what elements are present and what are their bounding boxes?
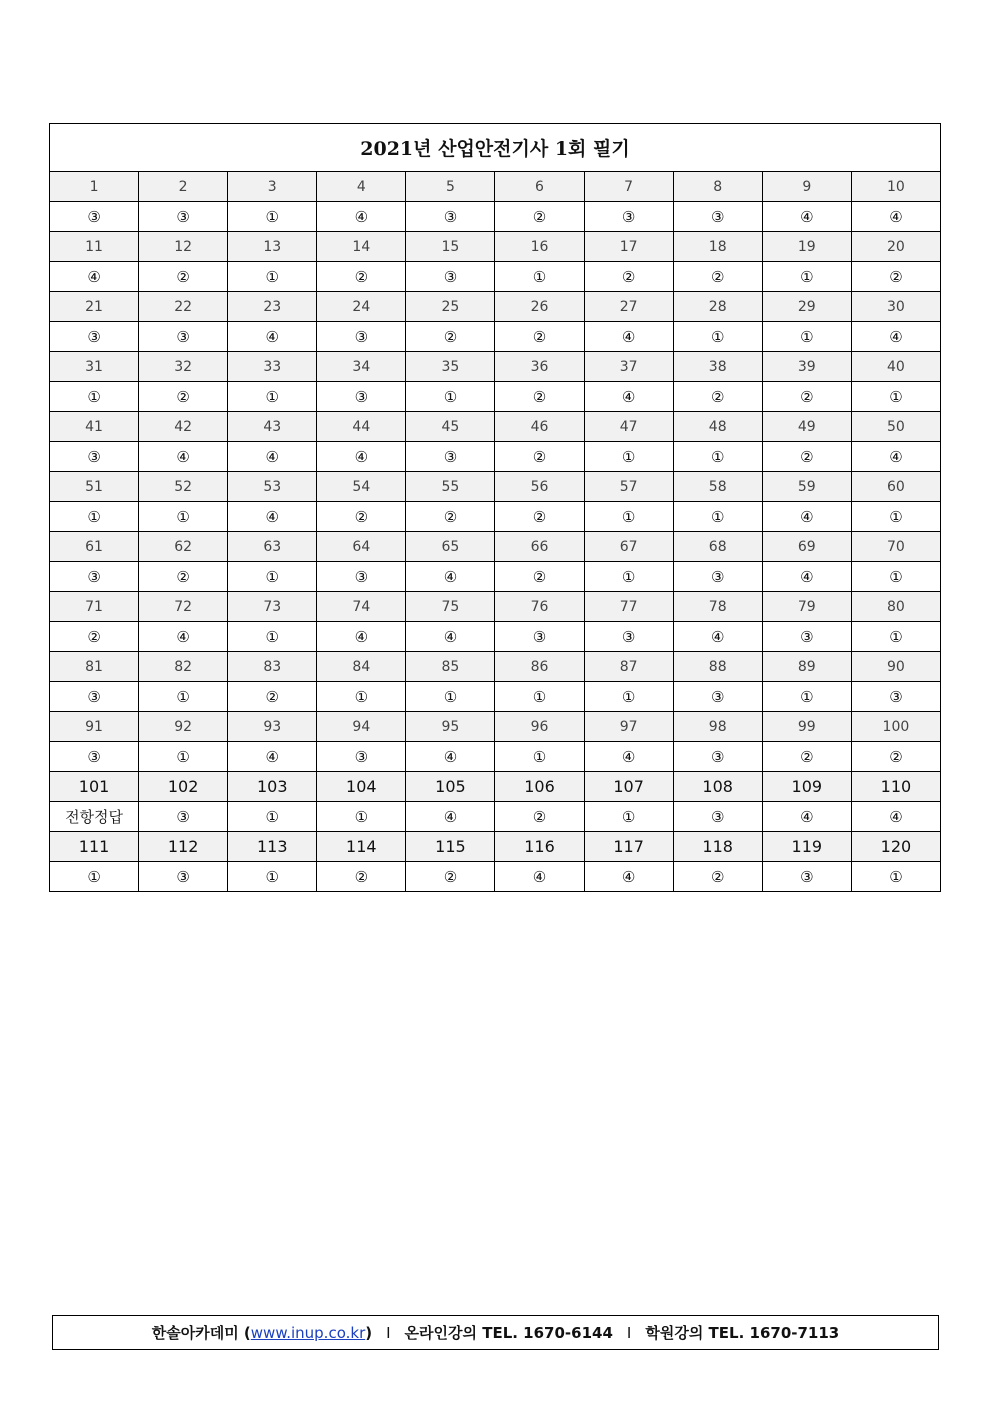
answer-cell: ① xyxy=(584,682,673,712)
question-number: 95 xyxy=(406,712,495,742)
question-number: 85 xyxy=(406,652,495,682)
question-number: 100 xyxy=(851,712,940,742)
question-number: 90 xyxy=(851,652,940,682)
question-number-row xyxy=(50,592,941,622)
answer-cell: ② xyxy=(495,562,584,592)
answer-cell: ② xyxy=(317,262,406,292)
answer-cell: ① xyxy=(228,562,317,592)
answer-cell: ① xyxy=(495,682,584,712)
answer-cell: ③ xyxy=(50,322,139,352)
answer-cell: ④ xyxy=(584,322,673,352)
question-number: 2 xyxy=(139,172,228,202)
answer-cell: ① xyxy=(228,802,317,832)
question-number: 76 xyxy=(495,592,584,622)
question-number: 63 xyxy=(228,532,317,562)
answer-cell: ① xyxy=(762,262,851,292)
question-number: 1 xyxy=(50,172,139,202)
question-number: 11 xyxy=(50,232,139,262)
answer-cell: ④ xyxy=(317,442,406,472)
question-number: 72 xyxy=(139,592,228,622)
question-number-row xyxy=(50,532,941,562)
answer-cell: ④ xyxy=(762,502,851,532)
answer-row xyxy=(50,502,941,532)
footer-separator: I xyxy=(386,1323,391,1342)
answer-row xyxy=(50,562,941,592)
answer-cell: ③ xyxy=(50,442,139,472)
answer-cell: ④ xyxy=(139,622,228,652)
question-number: 65 xyxy=(406,532,495,562)
answer-cell: ④ xyxy=(406,562,495,592)
answer-cell: ③ xyxy=(50,562,139,592)
question-number: 24 xyxy=(317,292,406,322)
answer-cell: ④ xyxy=(495,862,584,892)
question-number: 36 xyxy=(495,352,584,382)
answer-cell: ① xyxy=(139,502,228,532)
answer-cell: ④ xyxy=(228,322,317,352)
answer-cell: ② xyxy=(762,442,851,472)
question-number: 26 xyxy=(495,292,584,322)
question-number: 47 xyxy=(584,412,673,442)
answer-cell: ④ xyxy=(851,442,940,472)
question-number: 112 xyxy=(139,832,228,862)
answer-cell: ④ xyxy=(851,802,940,832)
answer-row xyxy=(50,202,941,232)
answer-cell: ① xyxy=(50,382,139,412)
question-number: 86 xyxy=(495,652,584,682)
answer-cell: ① xyxy=(228,382,317,412)
answer-cell: ③ xyxy=(762,622,851,652)
question-number: 67 xyxy=(584,532,673,562)
question-number: 84 xyxy=(317,652,406,682)
answer-cell: ① xyxy=(495,742,584,772)
answer-cell: ① xyxy=(139,682,228,712)
question-number: 109 xyxy=(762,772,851,802)
answer-cell: ② xyxy=(139,562,228,592)
question-number: 30 xyxy=(851,292,940,322)
answer-cell: ② xyxy=(762,382,851,412)
question-number: 46 xyxy=(495,412,584,442)
answer-row xyxy=(50,262,941,292)
question-number: 27 xyxy=(584,292,673,322)
question-number: 73 xyxy=(228,592,317,622)
question-number: 119 xyxy=(762,832,851,862)
answer-cell: ④ xyxy=(762,562,851,592)
answer-cell: ① xyxy=(228,262,317,292)
question-number: 96 xyxy=(495,712,584,742)
answer-body xyxy=(50,172,941,892)
answer-cell: ④ xyxy=(406,742,495,772)
question-number: 74 xyxy=(317,592,406,622)
answer-cell: ① xyxy=(228,202,317,232)
question-number-row xyxy=(50,472,941,502)
question-number: 114 xyxy=(317,832,406,862)
answer-cell: ① xyxy=(851,382,940,412)
answer-cell: ③ xyxy=(406,262,495,292)
answer-cell: ③ xyxy=(50,742,139,772)
question-number: 68 xyxy=(673,532,762,562)
answer-cell: ③ xyxy=(50,682,139,712)
question-number: 8 xyxy=(673,172,762,202)
answer-cell: ③ xyxy=(673,562,762,592)
answer-cell: ① xyxy=(50,502,139,532)
question-number: 88 xyxy=(673,652,762,682)
question-number: 89 xyxy=(762,652,851,682)
question-number: 101 xyxy=(50,772,139,802)
question-number: 70 xyxy=(851,532,940,562)
question-number: 75 xyxy=(406,592,495,622)
question-number: 111 xyxy=(50,832,139,862)
answer-cell: ④ xyxy=(584,862,673,892)
question-number: 79 xyxy=(762,592,851,622)
question-number: 99 xyxy=(762,712,851,742)
question-number: 39 xyxy=(762,352,851,382)
answer-cell: ③ xyxy=(673,682,762,712)
answer-cell: ① xyxy=(50,862,139,892)
question-number-row xyxy=(50,712,941,742)
question-number: 31 xyxy=(50,352,139,382)
academy-name: 한솔아카데미 xyxy=(151,1324,239,1342)
answer-cell: ① xyxy=(673,442,762,472)
question-number: 98 xyxy=(673,712,762,742)
question-number: 94 xyxy=(317,712,406,742)
question-number: 28 xyxy=(673,292,762,322)
answer-cell: ④ xyxy=(762,802,851,832)
question-number: 59 xyxy=(762,472,851,502)
answer-cell: ① xyxy=(495,262,584,292)
answer-cell: ③ xyxy=(584,622,673,652)
answer-cell: ③ xyxy=(139,862,228,892)
question-number: 3 xyxy=(228,172,317,202)
question-number: 103 xyxy=(228,772,317,802)
question-number: 42 xyxy=(139,412,228,442)
question-number: 25 xyxy=(406,292,495,322)
answer-cell: ① xyxy=(406,382,495,412)
answer-cell: ④ xyxy=(406,802,495,832)
answer-cell: ③ xyxy=(762,862,851,892)
question-number: 38 xyxy=(673,352,762,382)
question-number: 32 xyxy=(139,352,228,382)
answer-cell: ① xyxy=(762,682,851,712)
answer-row xyxy=(50,682,941,712)
answer-cell: ① xyxy=(584,802,673,832)
question-number-row xyxy=(50,292,941,322)
answer-cell: ③ xyxy=(673,742,762,772)
online-tel: TEL. 1670-6144 xyxy=(482,1323,613,1342)
answer-row xyxy=(50,442,941,472)
question-number: 116 xyxy=(495,832,584,862)
answer-table xyxy=(49,123,941,892)
question-number: 4 xyxy=(317,172,406,202)
question-number: 83 xyxy=(228,652,317,682)
answer-cell: ④ xyxy=(673,622,762,652)
answer-row xyxy=(50,742,941,772)
question-number: 33 xyxy=(228,352,317,382)
answer-cell: ③ xyxy=(139,802,228,832)
question-number: 43 xyxy=(228,412,317,442)
answer-row xyxy=(50,802,941,832)
answer-cell: ④ xyxy=(406,622,495,652)
answer-cell: ③ xyxy=(673,202,762,232)
question-number: 105 xyxy=(406,772,495,802)
question-number: 21 xyxy=(50,292,139,322)
question-number: 51 xyxy=(50,472,139,502)
answer-cell: ③ xyxy=(139,202,228,232)
question-number: 6 xyxy=(495,172,584,202)
online-label: 온라인강의 xyxy=(404,1324,477,1342)
answer-cell: ① xyxy=(317,802,406,832)
question-number: 13 xyxy=(228,232,317,262)
answer-cell: ① xyxy=(317,682,406,712)
question-number-row xyxy=(50,772,941,802)
answer-cell: ① xyxy=(851,502,940,532)
question-number: 104 xyxy=(317,772,406,802)
question-number: 12 xyxy=(139,232,228,262)
question-number: 53 xyxy=(228,472,317,502)
question-number: 7 xyxy=(584,172,673,202)
answer-row xyxy=(50,622,941,652)
question-number: 106 xyxy=(495,772,584,802)
offline-label: 학원강의 xyxy=(645,1324,704,1342)
answer-cell: ③ xyxy=(317,382,406,412)
answer-row xyxy=(50,322,941,352)
question-number: 58 xyxy=(673,472,762,502)
answer-cell: ② xyxy=(317,502,406,532)
answer-cell: ① xyxy=(851,562,940,592)
website-link[interactable]: www.inup.co.kr xyxy=(250,1323,366,1342)
answer-cell: ② xyxy=(673,382,762,412)
question-number: 22 xyxy=(139,292,228,322)
question-number: 97 xyxy=(584,712,673,742)
answer-cell: 전항정답 xyxy=(50,802,139,832)
answer-cell: ② xyxy=(495,802,584,832)
answer-cell: ③ xyxy=(317,562,406,592)
question-number-row xyxy=(50,232,941,262)
question-number: 107 xyxy=(584,772,673,802)
answer-cell: ④ xyxy=(228,742,317,772)
question-number: 20 xyxy=(851,232,940,262)
answer-cell: ③ xyxy=(584,202,673,232)
answer-row xyxy=(50,862,941,892)
answer-cell: ② xyxy=(584,262,673,292)
answer-cell: ② xyxy=(228,682,317,712)
answer-cell: ② xyxy=(495,322,584,352)
question-number: 49 xyxy=(762,412,851,442)
question-number: 29 xyxy=(762,292,851,322)
question-number: 57 xyxy=(584,472,673,502)
question-number: 5 xyxy=(406,172,495,202)
answer-cell: ③ xyxy=(495,622,584,652)
question-number: 64 xyxy=(317,532,406,562)
question-number: 66 xyxy=(495,532,584,562)
footer-separator-2: I xyxy=(626,1323,632,1342)
question-number: 118 xyxy=(673,832,762,862)
question-number: 80 xyxy=(851,592,940,622)
answer-cell: ④ xyxy=(317,622,406,652)
question-number: 82 xyxy=(139,652,228,682)
question-number-row xyxy=(50,172,941,202)
question-number: 77 xyxy=(584,592,673,622)
answer-cell: ② xyxy=(317,862,406,892)
question-number: 102 xyxy=(139,772,228,802)
question-number: 10 xyxy=(851,172,940,202)
answer-cell: ① xyxy=(762,322,851,352)
question-number: 19 xyxy=(762,232,851,262)
footer: 한솔아카데미 ( www.inup.co.kr ) I 온라인강의 TEL. 1670-6144 I 학원강의 TEL. 1670-7113 xyxy=(52,1315,939,1350)
answer-cell: ② xyxy=(851,742,940,772)
answer-cell: ② xyxy=(139,262,228,292)
question-number: 71 xyxy=(50,592,139,622)
question-number: 61 xyxy=(50,532,139,562)
answer-cell: ④ xyxy=(584,382,673,412)
answer-cell: ② xyxy=(851,262,940,292)
answer-cell: ④ xyxy=(584,742,673,772)
question-number: 54 xyxy=(317,472,406,502)
answer-cell: ① xyxy=(584,502,673,532)
question-number: 45 xyxy=(406,412,495,442)
page-title: 2021년 산업안전기사 1회 필기 xyxy=(50,124,941,172)
answer-cell: ② xyxy=(673,262,762,292)
answer-cell: ① xyxy=(584,562,673,592)
question-number: 117 xyxy=(584,832,673,862)
answer-cell: ② xyxy=(139,382,228,412)
question-number: 81 xyxy=(50,652,139,682)
question-number: 91 xyxy=(50,712,139,742)
question-number: 55 xyxy=(406,472,495,502)
question-number: 110 xyxy=(851,772,940,802)
question-number: 18 xyxy=(673,232,762,262)
answer-cell: ③ xyxy=(406,202,495,232)
answer-cell: ① xyxy=(673,502,762,532)
question-number: 93 xyxy=(228,712,317,742)
question-number: 78 xyxy=(673,592,762,622)
answer-cell: ③ xyxy=(50,202,139,232)
question-number: 17 xyxy=(584,232,673,262)
answer-cell: ② xyxy=(406,502,495,532)
question-number: 44 xyxy=(317,412,406,442)
question-number: 56 xyxy=(495,472,584,502)
answer-cell: ④ xyxy=(139,442,228,472)
question-number-row xyxy=(50,412,941,442)
answer-cell: ② xyxy=(406,862,495,892)
question-number: 41 xyxy=(50,412,139,442)
question-number: 15 xyxy=(406,232,495,262)
answer-cell: ① xyxy=(673,322,762,352)
answer-cell: ① xyxy=(851,862,940,892)
answer-cell: ② xyxy=(495,382,584,412)
question-number: 52 xyxy=(139,472,228,502)
answer-cell: ① xyxy=(228,862,317,892)
answer-cell: ④ xyxy=(50,262,139,292)
question-number: 14 xyxy=(317,232,406,262)
answer-cell: ④ xyxy=(851,322,940,352)
answer-cell: ③ xyxy=(139,322,228,352)
question-number: 87 xyxy=(584,652,673,682)
question-number: 62 xyxy=(139,532,228,562)
question-number: 34 xyxy=(317,352,406,382)
question-number: 23 xyxy=(228,292,317,322)
answer-cell: ① xyxy=(584,442,673,472)
answer-cell: ② xyxy=(762,742,851,772)
question-number: 113 xyxy=(228,832,317,862)
answer-row xyxy=(50,382,941,412)
answer-cell: ③ xyxy=(317,742,406,772)
answer-cell: ③ xyxy=(673,802,762,832)
answer-cell: ② xyxy=(495,442,584,472)
answer-cell: ② xyxy=(495,502,584,532)
question-number: 115 xyxy=(406,832,495,862)
question-number-row xyxy=(50,832,941,862)
answer-cell: ④ xyxy=(762,202,851,232)
question-number: 108 xyxy=(673,772,762,802)
question-number: 35 xyxy=(406,352,495,382)
answer-cell: ② xyxy=(406,322,495,352)
answer-cell: ③ xyxy=(317,322,406,352)
answer-cell: ② xyxy=(495,202,584,232)
question-number: 40 xyxy=(851,352,940,382)
question-number-row xyxy=(50,652,941,682)
answer-cell: ① xyxy=(228,622,317,652)
question-number-row xyxy=(50,352,941,382)
question-number: 120 xyxy=(851,832,940,862)
question-number: 37 xyxy=(584,352,673,382)
question-number: 16 xyxy=(495,232,584,262)
answer-cell: ① xyxy=(406,682,495,712)
answer-cell: ④ xyxy=(228,442,317,472)
question-number: 48 xyxy=(673,412,762,442)
answer-cell: ④ xyxy=(851,202,940,232)
question-number: 69 xyxy=(762,532,851,562)
question-number: 92 xyxy=(139,712,228,742)
answer-cell: ④ xyxy=(228,502,317,532)
answer-cell: ④ xyxy=(317,202,406,232)
offline-tel: TEL. 1670-7113 xyxy=(708,1323,840,1342)
answer-cell: ③ xyxy=(851,682,940,712)
question-number: 60 xyxy=(851,472,940,502)
question-number: 50 xyxy=(851,412,940,442)
answer-cell: ② xyxy=(673,862,762,892)
answer-cell: ② xyxy=(50,622,139,652)
answer-cell: ① xyxy=(851,622,940,652)
answer-cell: ① xyxy=(139,742,228,772)
question-number: 9 xyxy=(762,172,851,202)
answer-cell: ③ xyxy=(406,442,495,472)
